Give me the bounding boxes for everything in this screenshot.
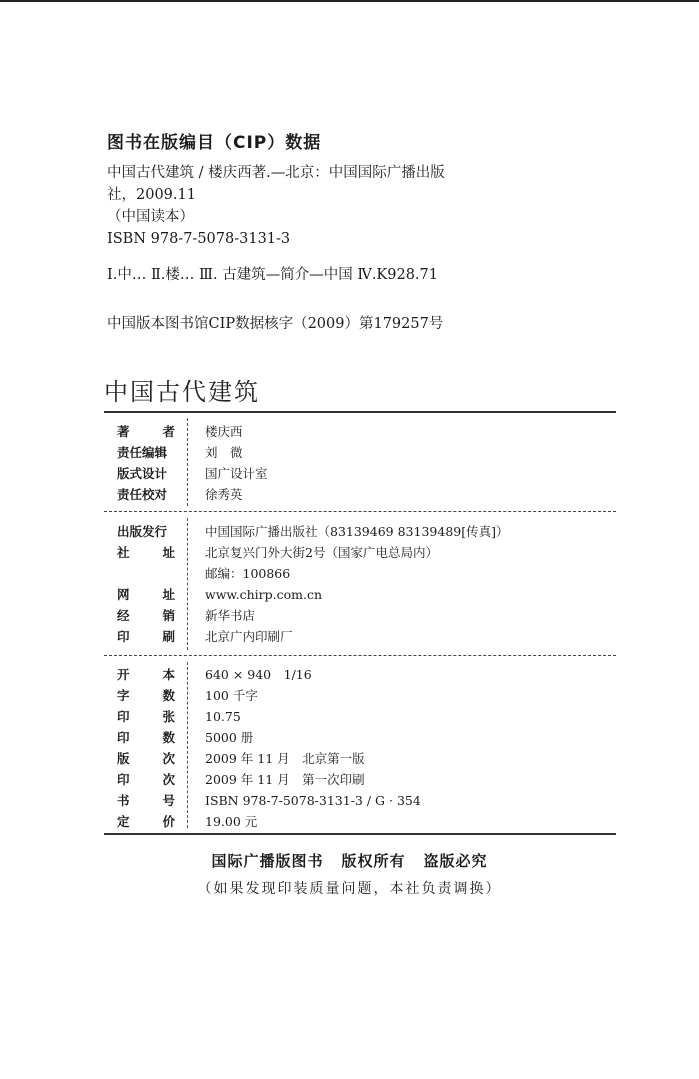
field-label-part: 本	[162, 667, 175, 682]
field-label	[117, 521, 175, 542]
field-label-part: 址	[162, 587, 175, 602]
field-value: www.chirp.com.cn	[205, 587, 322, 602]
field-label	[117, 584, 175, 605]
field-value: 2009 年 11 月 第一次印刷	[205, 772, 365, 787]
field-value: 邮编：100866	[205, 566, 291, 581]
field-label	[117, 727, 175, 748]
cip-line: 社，2009.11	[107, 187, 196, 203]
field-value: 楼庆西	[205, 424, 243, 439]
field-label-part: 出版发行	[117, 524, 168, 539]
field-label-part: 责任编辑	[117, 445, 168, 460]
field-label-part: 网	[117, 587, 130, 602]
field-label-part: 次	[162, 751, 175, 766]
field-label-part: 字	[117, 688, 130, 703]
field-label-part: 刷	[162, 629, 175, 644]
field-value: ISBN 978-7-5078-3131-3 / G · 354	[205, 793, 421, 808]
field-label-part: 定	[117, 814, 130, 829]
cip-classification: Ⅰ.中… Ⅱ.楼… Ⅲ. 古建筑—简介—中国 Ⅳ.K928.71	[107, 267, 438, 283]
field-value: 北京广内印刷厂	[205, 629, 293, 644]
field-value: 5000 册	[205, 730, 254, 745]
field-label-part: 数	[162, 730, 175, 745]
field-label	[117, 484, 175, 505]
field-label	[117, 769, 175, 790]
field-label-part: 经	[117, 608, 130, 623]
copyright-rights: 版权所有	[341, 852, 406, 870]
field-label	[117, 706, 175, 727]
field-label	[117, 421, 175, 442]
field-label	[117, 811, 175, 832]
cip-number: 中国版本图书馆CIP数据核字（2009）第179257号	[107, 316, 444, 332]
field-value: 徐秀英	[205, 487, 243, 502]
top-rule	[104, 411, 616, 413]
field-label-part: 数	[162, 688, 175, 703]
column-divider	[187, 662, 188, 828]
cip-title: 图书在版编目（CIP）数据	[107, 133, 322, 153]
section-divider	[104, 511, 616, 512]
field-label	[117, 685, 175, 706]
top-border	[0, 0, 699, 2]
field-label-part: 责任校对	[117, 487, 168, 502]
field-label-part: 次	[162, 772, 175, 787]
field-label-part: 价	[162, 814, 175, 829]
field-value: 10.75	[205, 709, 241, 724]
field-label-part: 版	[117, 751, 130, 766]
field-label-part: 址	[162, 545, 175, 560]
cip-isbn: ISBN 978-7-5078-3131-3	[107, 231, 291, 247]
book-title: 中国古代建筑	[104, 378, 260, 406]
field-label-part: 号	[162, 793, 175, 808]
field-label-part: 著	[117, 424, 130, 439]
field-label	[117, 605, 175, 626]
field-value: 640 × 940 1/16	[205, 667, 312, 682]
field-label-part: 张	[162, 709, 175, 724]
quality-notice: （如果发现印装质量问题，本社负责调换）	[197, 881, 502, 897]
field-label	[117, 626, 175, 647]
field-value: 中国国际广播出版社（83139469 83139489[传真]）	[205, 524, 509, 539]
field-value: 刘 微	[205, 445, 243, 460]
field-label-part: 版式设计	[117, 466, 168, 481]
field-label-part: 开	[117, 667, 130, 682]
column-divider	[187, 418, 188, 506]
field-label	[117, 542, 175, 563]
field-label	[117, 463, 175, 484]
field-value: 19.00 元	[205, 814, 258, 829]
section-divider	[104, 655, 616, 656]
field-label-part: 印	[117, 629, 130, 644]
field-label-part: 书	[117, 793, 130, 808]
column-divider	[187, 518, 188, 650]
field-value: 北京复兴门外大街2号（国家广电总局内）	[205, 545, 438, 560]
field-label	[117, 442, 175, 463]
field-label-part: 社	[117, 545, 130, 560]
field-label	[117, 790, 175, 811]
field-label	[117, 664, 175, 685]
cip-line: 中国古代建筑 / 楼庆西著.—北京：中国国际广播出版	[107, 165, 445, 181]
field-label	[117, 748, 175, 769]
field-value: 国广设计室	[205, 466, 268, 481]
bottom-rule	[104, 833, 616, 835]
field-label-part: 印	[117, 772, 130, 787]
copyright-publisher: 国际广播版图书	[211, 852, 324, 870]
field-label-part: 印	[117, 730, 130, 745]
field-value: 100 千字	[205, 688, 258, 703]
cip-block	[107, 128, 627, 286]
field-label-part: 印	[117, 709, 130, 724]
field-label-part: 者	[162, 424, 175, 439]
copyright-notice	[0, 850, 699, 871]
field-value: 2009 年 11 月 北京第一版	[205, 751, 365, 766]
copyright-piracy: 盗版必究	[423, 852, 488, 870]
cip-line: （中国读本）	[107, 209, 194, 225]
field-label-part: 销	[162, 608, 175, 623]
field-value: 新华书店	[205, 608, 256, 623]
